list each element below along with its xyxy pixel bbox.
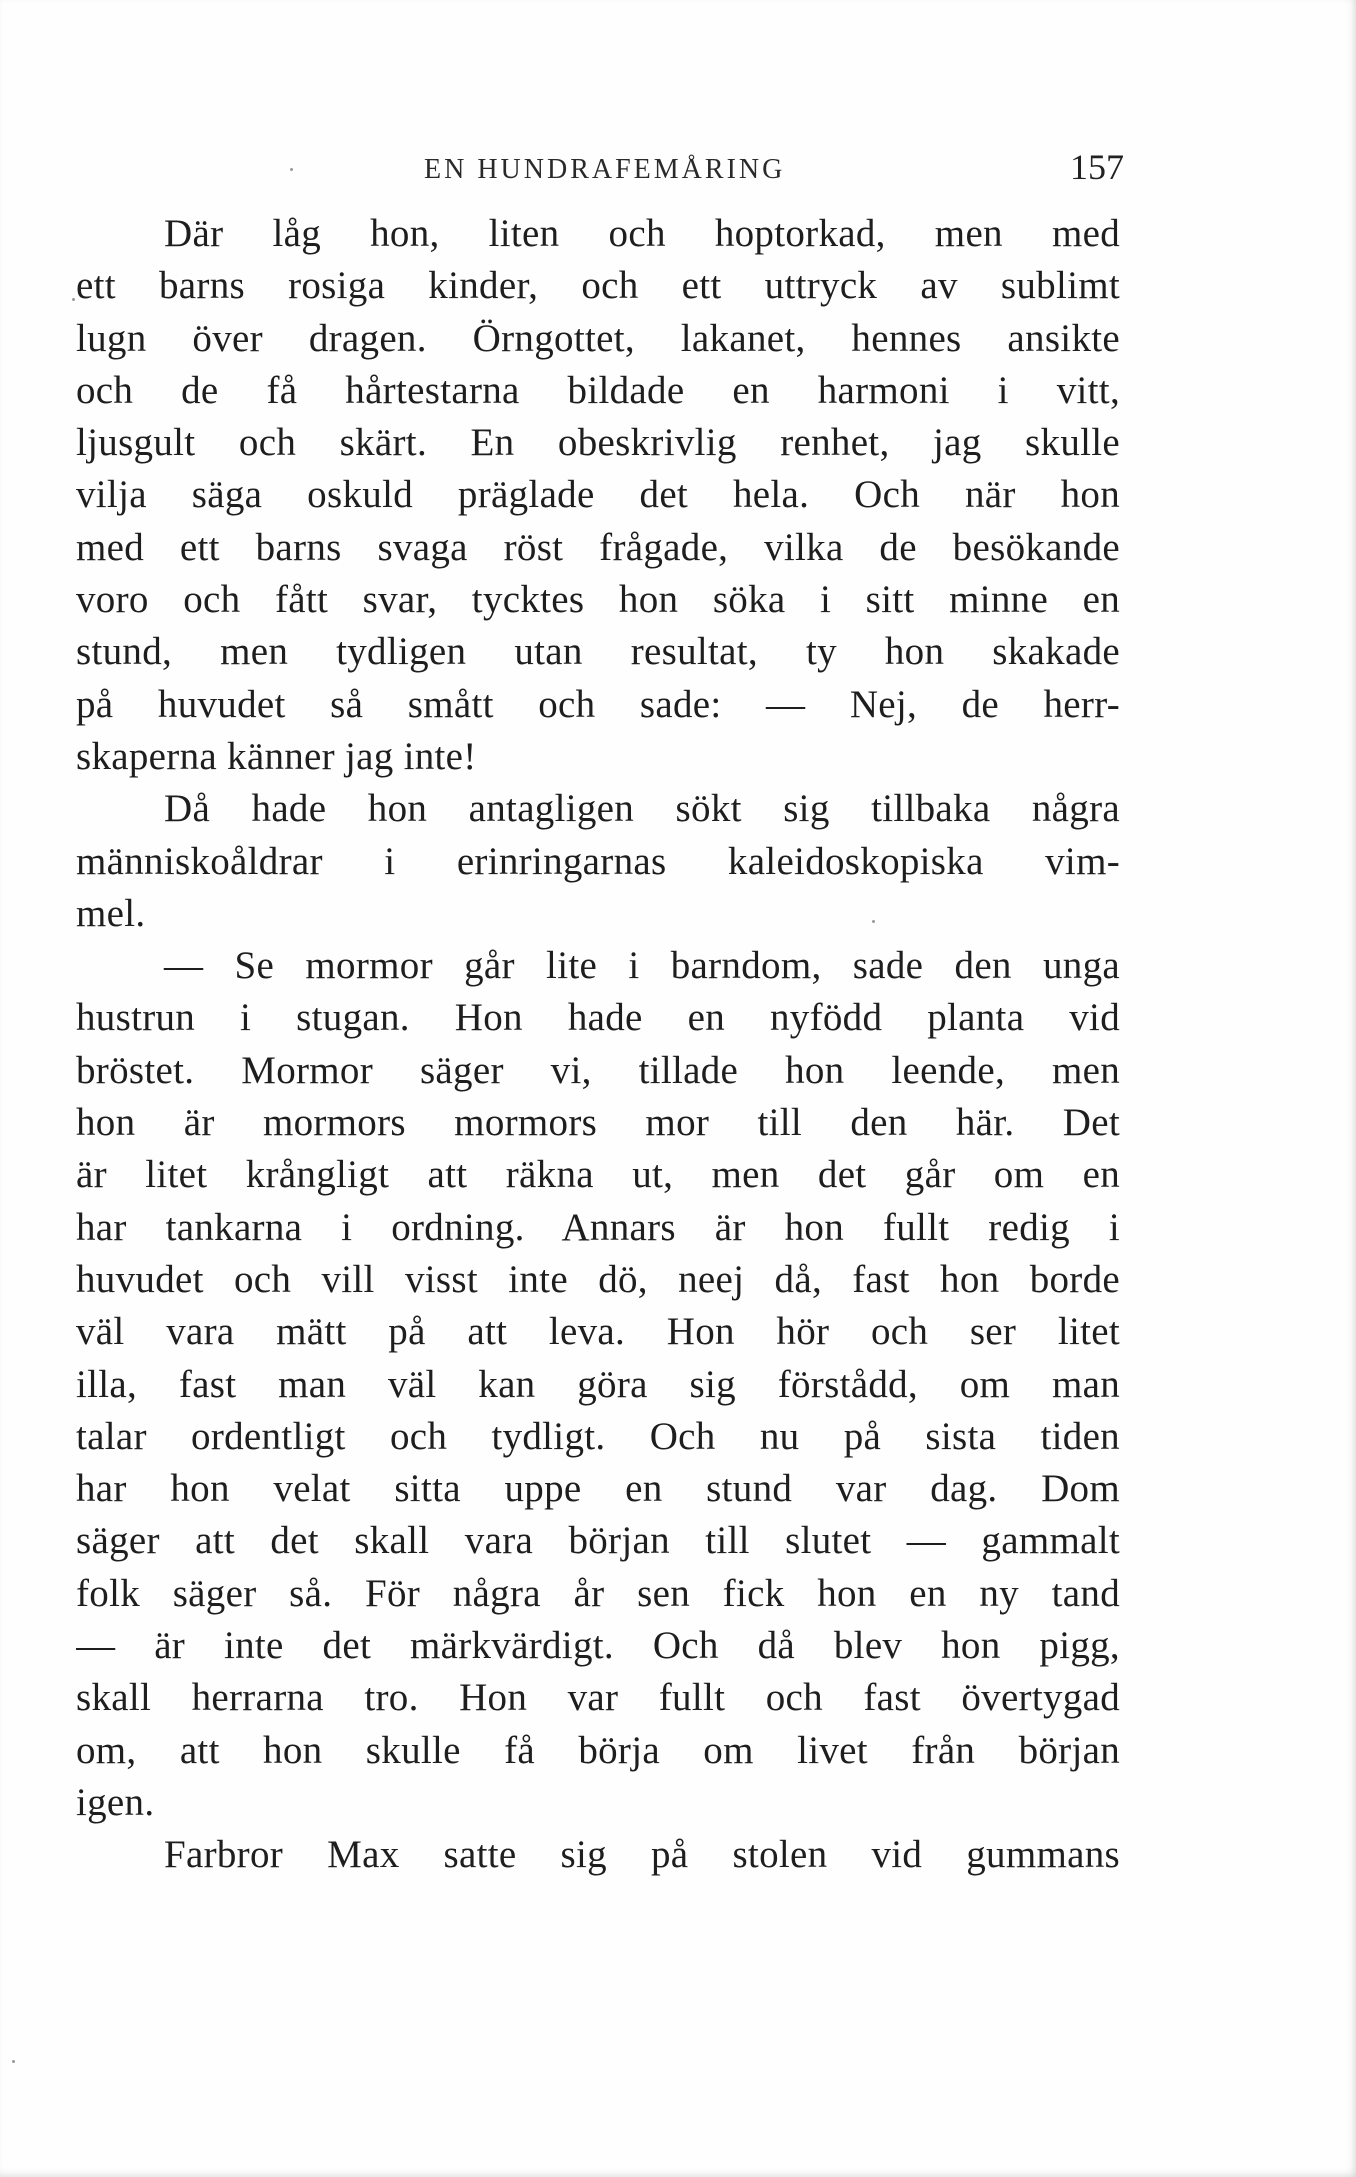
paper-speck — [872, 920, 875, 923]
text-line: och de få hårtestarna bildade en harmoni i vitt, — [76, 368, 1120, 412]
text-line: har hon velat sitta uppe en stund var dag. Dom — [76, 1467, 1120, 1511]
text-line: väl vara mätt på att leva. Hon hör och ser litet — [76, 1310, 1120, 1354]
text-line: — är inte det märkvärdigt. Och då blev hon pigg, — [76, 1624, 1120, 1668]
text-line: Farbror Max satte sig på stolen vid gummans — [164, 1833, 1120, 1877]
page-header — [78, 146, 1124, 196]
text-line: Då hade hon antagligen sökt sig tillbaka några — [164, 787, 1120, 831]
text-line: säger att det skall vara början till slutet — gammalt — [76, 1519, 1120, 1563]
text-line: Där låg hon, liten och hoptorkad, men med — [164, 212, 1120, 255]
text-line: om, att hon skulle få börja om livet från början — [76, 1728, 1120, 1772]
paper-speck — [12, 2060, 15, 2063]
text-line: illa, fast man väl kan göra sig förstådd, om man — [76, 1362, 1120, 1406]
text-line: stund, men tydligen utan resultat, ty hon skakade — [76, 630, 1120, 674]
text-line: skaperna känner jag inte! — [76, 734, 477, 778]
text-line: med ett barns svaga röst frågade, vilka de besökande — [76, 525, 1120, 569]
body-text — [76, 208, 1120, 1882]
text-line: hustrun i stugan. Hon hade en nyfödd planta vid — [76, 996, 1120, 1040]
running-title: EN HUNDRAFEMÅRING — [424, 154, 786, 185]
text-line: människoåldrar i erinringarnas kaleidoskopiska vim- — [76, 839, 1120, 883]
text-line: igen. — [76, 1780, 155, 1824]
text-line: — Se mormor går lite i barndom, sade den unga — [164, 944, 1120, 988]
text-line: talar ordentligt och tydligt. Och nu på sista tiden — [76, 1414, 1120, 1458]
paper-speck — [72, 298, 75, 301]
paper-speck — [290, 168, 293, 171]
text-line: ljusgult och skärt. En obeskrivlig renhet, jag skulle — [76, 421, 1120, 465]
text-line: lugn över dragen. Örngottet, lakanet, hennes ansikte — [76, 316, 1120, 360]
text-line: mel. — [76, 891, 146, 935]
text-line: bröstet. Mormor säger vi, tillade hon leende, men — [76, 1048, 1120, 1092]
text-line: voro och fått svar, tycktes hon söka i sitt minne en — [76, 578, 1120, 622]
text-line: har tankarna i ordning. Annars är hon fullt redig i — [76, 1205, 1120, 1249]
page-number: 157 — [1070, 147, 1124, 187]
text-line: skall herrarna tro. Hon var fullt och fast övertygad — [76, 1676, 1120, 1720]
text-line: vilja säga oskuld präglade det hela. Och när hon — [76, 473, 1120, 517]
text-line: folk säger så. För några år sen fick hon en ny tand — [76, 1571, 1120, 1615]
text-line: huvudet och vill visst inte dö, neej då, fast hon borde — [76, 1257, 1120, 1301]
text-line: ett barns rosiga kinder, och ett uttryck av sublimt — [76, 264, 1120, 308]
text-line: hon är mormors mormors mor till den här. Det — [76, 1101, 1120, 1145]
text-line: är litet krångligt att räkna ut, men det går om en — [76, 1153, 1120, 1197]
text-line: på huvudet så smått och sade: — Nej, de herr- — [76, 682, 1120, 726]
